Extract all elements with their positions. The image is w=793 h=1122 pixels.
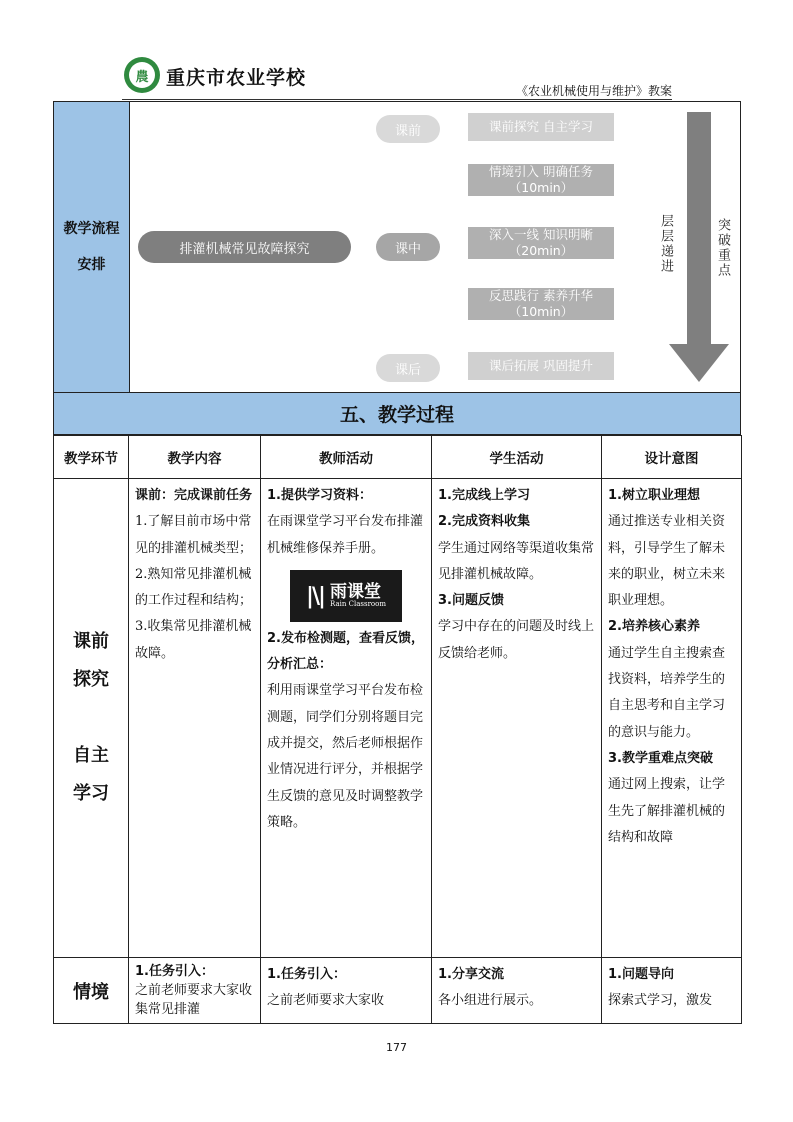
stage-name-b: 自主学习 [73,745,109,804]
student-cell [432,958,602,1024]
student-text: 学生通过网络等渠道收集常见排灌机械故障。 [438,540,595,582]
teacher-cell [261,479,432,958]
header-stage: 教学环节 [54,436,129,479]
content-text: 之前老师要求大家收集常见排灌 [135,983,253,1017]
flow-box-time: （20min） [508,243,574,258]
content-item: 3.收集常见排灌机械故障。 [135,619,252,661]
design-cell [602,479,742,958]
design-heading: 1.问题导向 [608,967,674,982]
progress-label: 层层递进 [658,214,673,274]
flow-diagram [130,102,740,392]
design-cell [602,958,742,1024]
student-heading: 3.问题反馈 [438,593,504,609]
table-row [54,479,742,958]
header-divider [122,99,672,100]
main-topic-pill: 排灌机械常见故障探究 [138,231,351,263]
teacher-text: 在雨课堂学习平台发布排灌机械维修保养手册。 [267,514,424,556]
teaching-flow-row [53,101,741,393]
section-title: 五、教学过程 [53,393,741,435]
content-cell [129,479,261,958]
teacher-heading: 2.发布检测题，查看反馈，分析汇总： [267,630,424,673]
school-name: 重庆市农业学校 [166,67,307,89]
flow-box-after [468,352,614,380]
stage-during-pill: 课中 [376,233,440,261]
content-item: 1.了解目前市场中常见的排灌机械类型； [135,514,253,556]
school-logo [124,57,160,93]
flow-label [54,102,130,392]
flow-box-before [468,113,614,141]
teacher-text: 之前老师要求大家收 [267,993,385,1009]
rain-classroom-icon: |\| [306,582,325,609]
teacher-heading: 1.提供学习资料： [267,488,372,503]
rain-classroom-en: Rain Classroom [330,600,386,609]
rain-classroom-logo [290,570,402,622]
stage-name-a: 课前探究 [73,631,109,691]
flow-box-time: （10min） [508,304,574,319]
page-header [0,0,793,102]
course-title: 《农业机械使用与维护》教案 [515,84,672,98]
student-heading: 2.完成资料收集 [438,514,530,530]
flow-label-line2: 安排 [77,257,106,273]
flow-box-reflect [468,288,614,320]
flow-box-frontline [468,227,614,259]
teacher-text: 利用雨课堂学习平台发布检测题，同学们分别将题目完成并提交，然后老师根据作业情况进行评分，并根据学生反馈的意见及时调整教学策略。 [267,683,424,830]
breakthrough-label: 突破重点 [715,218,730,278]
content-title: 课前：完成课前任务 [135,488,253,503]
design-text: 通过推送专业相关资料，引导学生了解未来的职业，树立未来职业理想。 [608,514,726,609]
table-row [54,958,742,1024]
student-cell [432,479,602,958]
teacher-heading: 1.任务引入： [267,967,346,982]
flow-label-line1: 教学流程 [63,220,120,237]
design-heading: 3.教学重难点突破 [608,750,713,766]
header-content: 教学内容 [129,436,261,479]
flow-box-text: 反思践行 素养升华 [489,288,593,304]
stage-cell [54,479,129,958]
table-header-row [54,436,742,479]
content-cell [129,958,261,1024]
teacher-cell [261,958,432,1024]
header-student: 学生活动 [432,436,602,479]
header-teacher: 教师活动 [261,436,432,479]
stage-cell [54,958,129,1024]
page-number: 177 [386,1041,407,1054]
design-text: 探索式学习，激发 [608,993,713,1009]
flow-box-text: 深入一线 知识明晰 [489,227,593,243]
flow-box-intro [468,164,614,196]
teaching-process-table [53,435,742,1024]
content-heading: 1.任务引入： [135,964,214,979]
design-text: 通过网上搜索，让学生先了解排灌机械的结构和故障 [608,777,726,845]
flow-box-text: 课前探究 自主学习 [489,119,593,135]
student-heading: 1.分享交流 [438,967,504,982]
flow-box-text: 情境引入 明确任务 [489,164,593,180]
design-heading: 1.树立职业理想 [608,488,700,503]
student-heading: 1.完成线上学习 [438,488,530,503]
stage-after-pill: 课后 [376,354,440,382]
student-text: 学习中存在的问题及时线上反馈给老师。 [438,619,595,661]
design-text: 通过学生自主搜索查找资料，培养学生的自主思考和自主学习的意识与能力。 [608,645,726,740]
school-logo-emblem: 農 [129,62,155,88]
student-text: 各小组进行展示。 [438,993,543,1009]
stage-name: 情境 [73,982,109,1003]
flow-box-time: （10min） [508,180,574,195]
stage-before-pill: 课前 [376,115,440,143]
header-design: 设计意图 [602,436,742,479]
design-heading: 2.培养核心素养 [608,619,700,635]
content-item: 2.熟知常见排灌机械的工作过程和结构； [135,566,253,609]
rain-classroom-cn: 雨课堂 [330,581,382,602]
flow-box-text: 课后拓展 巩固提升 [489,358,593,374]
